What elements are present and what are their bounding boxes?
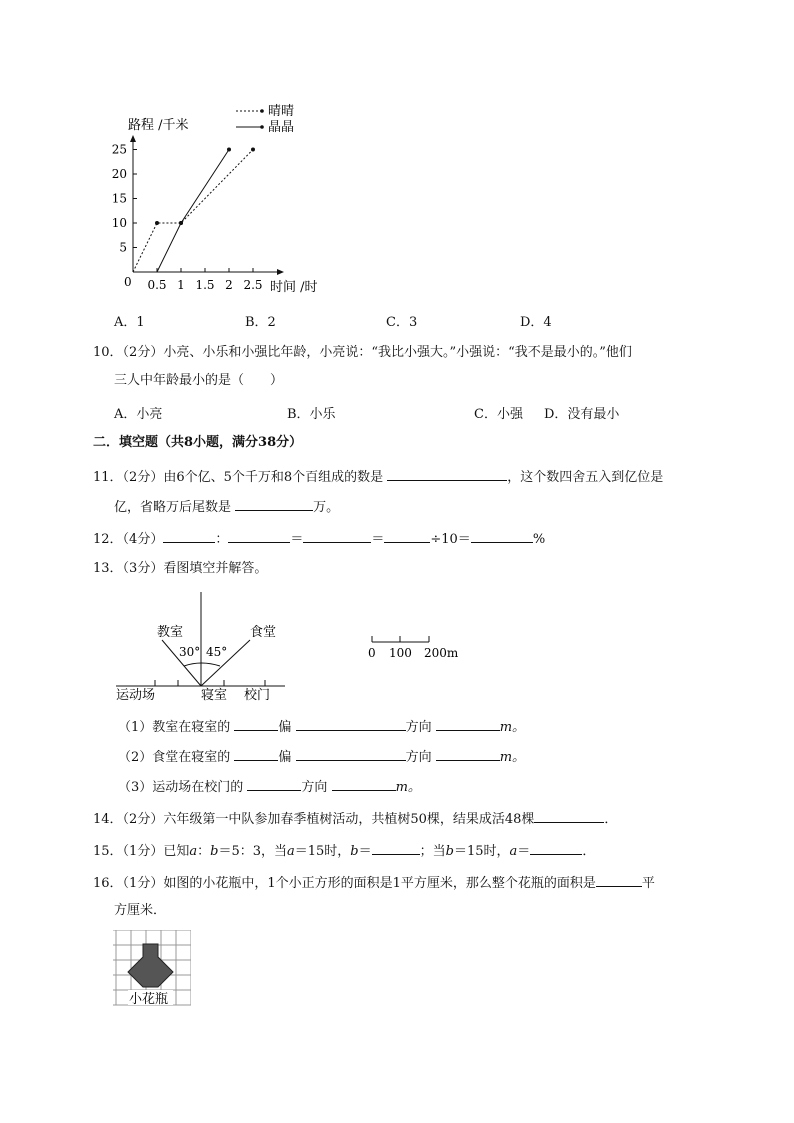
x-tick-label-0.5: 0.5 — [147, 278, 167, 292]
label-classroom: 教室 — [157, 625, 184, 640]
q12-blank-4[interactable] — [384, 528, 430, 543]
y-tick-label-15: 15 — [111, 191, 127, 206]
q13-s2-b: 偏 — [278, 750, 292, 765]
q10-option-b[interactable]: B．小乐 — [287, 407, 336, 422]
y-tick-label-20: 20 — [111, 167, 127, 181]
q13-direction-diagram — [110, 590, 470, 705]
q13-s1-blank-2[interactable] — [296, 716, 406, 731]
q14-text: 14．（2分）六年级第一中队参加春季植树活动，共植树50棵，结果成活48棵 — [93, 812, 535, 827]
q12-eq1: ＝ — [290, 532, 304, 547]
label-angle-45: 45° — [206, 645, 228, 659]
q15-blank-1[interactable] — [372, 840, 420, 855]
q14-end: ． — [604, 812, 618, 827]
legend-jingjing: 晶晶 — [268, 120, 295, 135]
q14-blank[interactable] — [534, 808, 604, 823]
y-tick-label-25: 25 — [111, 142, 127, 157]
y-axis-arrow — [130, 135, 136, 142]
q11-text-a: 11．（2分）由6个亿、5个千万和8个百组成的数是 — [93, 470, 384, 485]
q13-s1-d: m。 — [499, 720, 526, 735]
q12-line — [93, 528, 545, 549]
q10-option-c[interactable]: C．小强 — [474, 407, 523, 422]
q13-s2-blank-2[interactable] — [296, 746, 406, 761]
x-tick-label-2: 2 — [225, 278, 233, 292]
label-gate: 校门 — [244, 688, 271, 703]
q15-var-b2: b — [350, 844, 359, 859]
q15-colon: ： — [197, 844, 211, 859]
q16-line2: 方厘米． — [114, 903, 167, 918]
q13-title: 13．（3分）看图填空并解答。 — [93, 561, 268, 576]
q11-blank-number[interactable] — [387, 466, 507, 481]
q13-s2-blank-1[interactable] — [234, 746, 278, 761]
legend-qingqing-dot — [260, 109, 264, 113]
q12-colon: ： — [215, 532, 229, 547]
q13-s3-d: m。 — [395, 780, 421, 795]
x-tick-label-2.5: 2.5 — [243, 278, 263, 292]
y-tick-label-5: 5 — [119, 240, 127, 255]
legend-qingqing: 晴晴 — [268, 104, 295, 119]
series-0-point-1 — [155, 221, 159, 225]
q12-blank-2[interactable] — [228, 528, 290, 543]
q13-s2-blank-3[interactable] — [436, 746, 500, 761]
q15-k: ． — [582, 844, 596, 859]
angle-arc — [184, 663, 220, 666]
q13-s3-c: 方向 — [301, 780, 328, 795]
q9-line-chart — [110, 98, 350, 298]
q10-option-a[interactable]: A．小亮 — [114, 407, 163, 422]
q12-blank-5[interactable] — [471, 528, 533, 543]
q15-var-a: a — [189, 844, 198, 859]
q15-ratio: ＝5：3，当 — [218, 844, 287, 859]
x-tick-label-1: 1 — [177, 278, 185, 292]
q9-option-b[interactable]: B．2 — [245, 315, 276, 330]
q13-s2-d: m。 — [499, 750, 526, 765]
label-playground: 运动场 — [116, 688, 156, 703]
q13-s3-blank-1[interactable] — [247, 776, 301, 791]
q15-g: ＝ — [358, 844, 372, 859]
label-canteen: 食堂 — [250, 625, 277, 640]
q13-s1-blank-3[interactable] — [436, 716, 500, 731]
q13-s3-a: （3）运动场在校门的 — [118, 780, 244, 795]
q15-j: ＝ — [517, 844, 531, 859]
q15-var-b: b — [210, 844, 219, 859]
series-line-0 — [133, 150, 253, 273]
q10-option-d[interactable]: D．没有最小 — [544, 407, 620, 422]
series-0-point-3 — [251, 148, 255, 152]
q11-text-b: ，这个数四舍五入到亿位是 — [507, 470, 664, 485]
q15-f: ＝15时， — [294, 844, 351, 859]
q11-line2 — [114, 496, 339, 517]
q16-text: 16．（1分）如图的小花瓶中，1个小正方形的面积是1平方厘米，那么整个花瓶的面积是 — [93, 876, 596, 891]
series-1-point-2 — [227, 148, 231, 152]
vase-caption: 小花瓶 — [129, 992, 169, 1007]
q12-eq2: ＝ — [371, 532, 385, 547]
q11-line1 — [93, 466, 663, 487]
q13-s1-blank-1[interactable] — [234, 716, 278, 731]
q10-line1: 10．（2分）小亮、小乐和小强比年龄，小亮说：“我比小强大。”小强说：“我不是最小的。”他们 — [93, 345, 632, 360]
q13-s1-a: （1）教室在寝室的 — [118, 720, 231, 735]
q15-var-b3: b — [445, 844, 454, 859]
q12-div: ÷10＝ — [430, 532, 471, 547]
q15-var-a2: a — [286, 844, 295, 859]
label-angle-30: 30° — [179, 645, 201, 659]
q12-pct: % — [532, 532, 546, 547]
series-1-point-1 — [179, 221, 183, 225]
q11-text-c: 亿，省略万后尾数是 — [114, 500, 232, 515]
q12-blank-3[interactable] — [303, 528, 371, 543]
q15-line — [93, 840, 595, 861]
q16-blank[interactable] — [596, 872, 642, 887]
label-dorm: 寝室 — [201, 688, 228, 703]
q13-s3-blank-2[interactable] — [332, 776, 396, 791]
q13-s2-a: （2）食堂在寝室的 — [118, 750, 231, 765]
q15-h: ；当 — [419, 844, 446, 859]
q16-vase-figure — [113, 930, 191, 1008]
y-axis-label: 路程 /千米 — [128, 118, 189, 133]
q15-a: 15．（1分）已知 — [93, 844, 190, 859]
section2-title: 二．填空题（共8小题，满分38分） — [93, 435, 303, 450]
q13-sub2 — [118, 746, 525, 767]
q14-line — [93, 808, 617, 829]
scale-label-0: 0 — [368, 646, 376, 660]
q15-var-a3: a — [509, 844, 518, 859]
q13-s2-c: 方向 — [405, 750, 432, 765]
q13-sub1 — [118, 716, 525, 737]
scale-label-100: 100 — [389, 646, 412, 660]
x-axis-label: 时间 /时 — [270, 280, 318, 295]
q16-text-b: 平 — [641, 876, 655, 891]
scale-label-200: 200m — [424, 646, 459, 660]
q10-line2: 三人中年龄最小的是（ ） — [114, 373, 284, 388]
y-tick-label-10: 10 — [111, 216, 127, 230]
legend-jingjing-dot — [260, 125, 264, 129]
q9-option-a[interactable]: A．1 — [114, 315, 145, 330]
origin-label: 0 — [124, 275, 132, 289]
series-line-1 — [157, 150, 229, 273]
q16-line1 — [93, 872, 655, 893]
x-tick-label-1.5: 1.5 — [195, 278, 215, 292]
q13-s1-b: 偏 — [278, 720, 292, 735]
q11-text-d: 万。 — [313, 500, 340, 515]
q13-s1-c: 方向 — [405, 720, 432, 735]
q15-blank-2[interactable] — [530, 840, 582, 855]
q11-blank-wan[interactable] — [235, 496, 313, 511]
q15-i: ＝15时， — [453, 844, 510, 859]
q9-option-c[interactable]: C．3 — [386, 315, 418, 330]
q12-blank-1[interactable] — [163, 528, 215, 543]
x-axis-arrow — [277, 269, 284, 275]
q13-sub3 — [118, 776, 421, 797]
q9-option-d[interactable]: D．4 — [520, 315, 552, 330]
vase-shape — [128, 944, 173, 987]
q12-prefix: 12．（4分） — [93, 532, 164, 547]
